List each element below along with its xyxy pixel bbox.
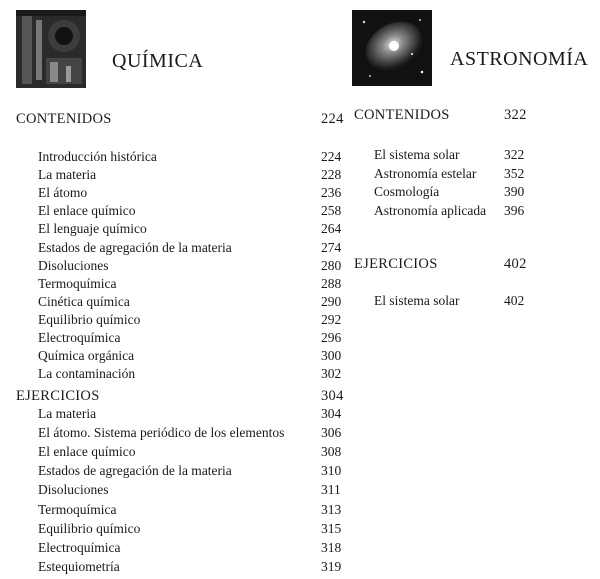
- toc-entry-page: 280: [321, 257, 342, 273]
- toc-entry-page: 274: [321, 239, 342, 255]
- toc-entry-title: Estados de agregación de la materia: [38, 463, 232, 479]
- toc-entry-page: 224: [321, 149, 342, 164]
- astronomia-contenidos-page: 322: [504, 107, 527, 123]
- toc-entry-page: 264: [321, 221, 342, 237]
- toc-entry-title: Cosmología: [374, 184, 440, 199]
- toc-row: [38, 558, 351, 576]
- toc-entry-title: La materia: [38, 167, 97, 183]
- toc-entry-page: 236: [321, 185, 342, 201]
- toc-row: [38, 293, 351, 311]
- toc-entry-page: 296: [321, 330, 342, 345]
- toc-entry-page: 396: [504, 202, 525, 218]
- toc-entry-title: Química orgánica: [38, 348, 135, 364]
- toc-entry-title: Introducción histórica: [38, 149, 157, 164]
- toc-entry-page: 390: [504, 184, 525, 199]
- quimica-contenidos-page: 224: [321, 111, 344, 127]
- toc-row: [38, 462, 351, 480]
- toc-entry-title: Equilibrio químico: [38, 311, 141, 327]
- toc-entry-page: 290: [321, 293, 342, 309]
- toc-row: [374, 165, 534, 183]
- toc-row: [38, 148, 351, 166]
- astronomia-title: ASTRONOMÍA: [450, 48, 589, 70]
- toc-row: [374, 146, 534, 164]
- toc-entry-page: 302: [321, 366, 342, 382]
- toc-row: [38, 202, 351, 220]
- toc-row: [38, 239, 351, 257]
- toc-entry-title: La materia: [38, 406, 97, 421]
- toc-entry-title: El enlace químico: [38, 444, 136, 460]
- toc-row: [38, 365, 351, 383]
- toc-entry-page: 310: [321, 463, 342, 479]
- toc-entry-title: Termoquímica: [38, 275, 117, 291]
- toc-entry-page: 306: [321, 425, 342, 441]
- toc-entry-title: Disoluciones: [38, 257, 109, 273]
- toc-entry-page: 288: [321, 275, 342, 291]
- toc-entry-title: Astronomía estelar: [374, 165, 477, 181]
- toc-entry-title: Cinética química: [38, 293, 130, 309]
- toc-row: [38, 424, 351, 442]
- toc-row: [38, 405, 351, 423]
- quimica-contenidos-label: CONTENIDOS: [16, 111, 112, 127]
- toc-row: [38, 275, 351, 293]
- toc-entry-page: 292: [321, 311, 342, 327]
- toc-entry-page: 315: [321, 520, 342, 536]
- astronomia-ejercicios-label: EJERCICIOS: [354, 256, 438, 272]
- toc-entry-title: El enlace químico: [38, 203, 136, 219]
- toc-row: [38, 347, 351, 365]
- toc-entry-page: 228: [321, 167, 342, 183]
- astronomia-contenidos-label: CONTENIDOS: [354, 107, 450, 123]
- toc-row: [38, 329, 351, 347]
- toc-entry-page: 322: [504, 147, 525, 162]
- toc-row: [38, 311, 351, 329]
- toc-entry-page: 258: [321, 203, 342, 219]
- toc-entry-title: Astronomía aplicada: [374, 202, 487, 218]
- toc-entry-page: 304: [321, 406, 342, 421]
- toc-entry-page: 318: [321, 539, 342, 555]
- toc-entry-page: 311: [321, 482, 341, 498]
- toc-row: [38, 501, 351, 519]
- astronomia-ejercicios-page: 402: [504, 256, 527, 272]
- toc-row: [38, 166, 351, 184]
- toc-entry-title: La contaminación: [38, 366, 136, 382]
- toc-entry-title: El átomo: [38, 185, 88, 201]
- toc-entry-title: Termoquímica: [38, 501, 117, 517]
- toc-entry-page: 402: [504, 293, 525, 308]
- toc-row: [38, 520, 351, 538]
- toc-entry-title: Equilibrio químico: [38, 520, 141, 536]
- toc-entry-page: 352: [504, 165, 525, 181]
- toc-row: [38, 443, 351, 461]
- toc-entry-title: El lenguaje químico: [38, 221, 147, 237]
- chemistry-photo-icon: [16, 10, 86, 88]
- toc-entry-title: Electroquímica: [38, 539, 121, 555]
- toc-row: [374, 292, 534, 310]
- toc-entry-page: 300: [321, 348, 342, 364]
- toc-row: [38, 257, 351, 275]
- galaxy-photo-icon: [352, 10, 432, 86]
- quimica-ejercicios-page: 304: [321, 388, 344, 404]
- toc-row: [38, 220, 351, 238]
- toc-row: [38, 184, 351, 202]
- toc-entry-title: El sistema solar: [374, 293, 460, 308]
- toc-entry-title: El sistema solar: [374, 147, 460, 162]
- toc-entry-page: 313: [321, 501, 342, 517]
- toc-entry-title: Electroquímica: [38, 330, 121, 345]
- toc-entry-title: Estequiometría: [38, 558, 120, 574]
- toc-entry-title: El átomo. Sistema periódico de los elementos: [38, 425, 285, 441]
- toc-entry-page: 308: [321, 444, 342, 460]
- quimica-ejercicios-label: EJERCICIOS: [16, 388, 100, 404]
- toc-row: [38, 481, 351, 499]
- toc-entry-title: Disoluciones: [38, 482, 109, 498]
- toc-entry-page: 319: [321, 558, 342, 574]
- toc-entry-title: Estados de agregación de la materia: [38, 239, 232, 255]
- toc-row: [374, 202, 534, 220]
- toc-row: [38, 539, 351, 557]
- toc-row: [374, 183, 534, 201]
- quimica-title: QUÍMICA: [112, 50, 204, 72]
